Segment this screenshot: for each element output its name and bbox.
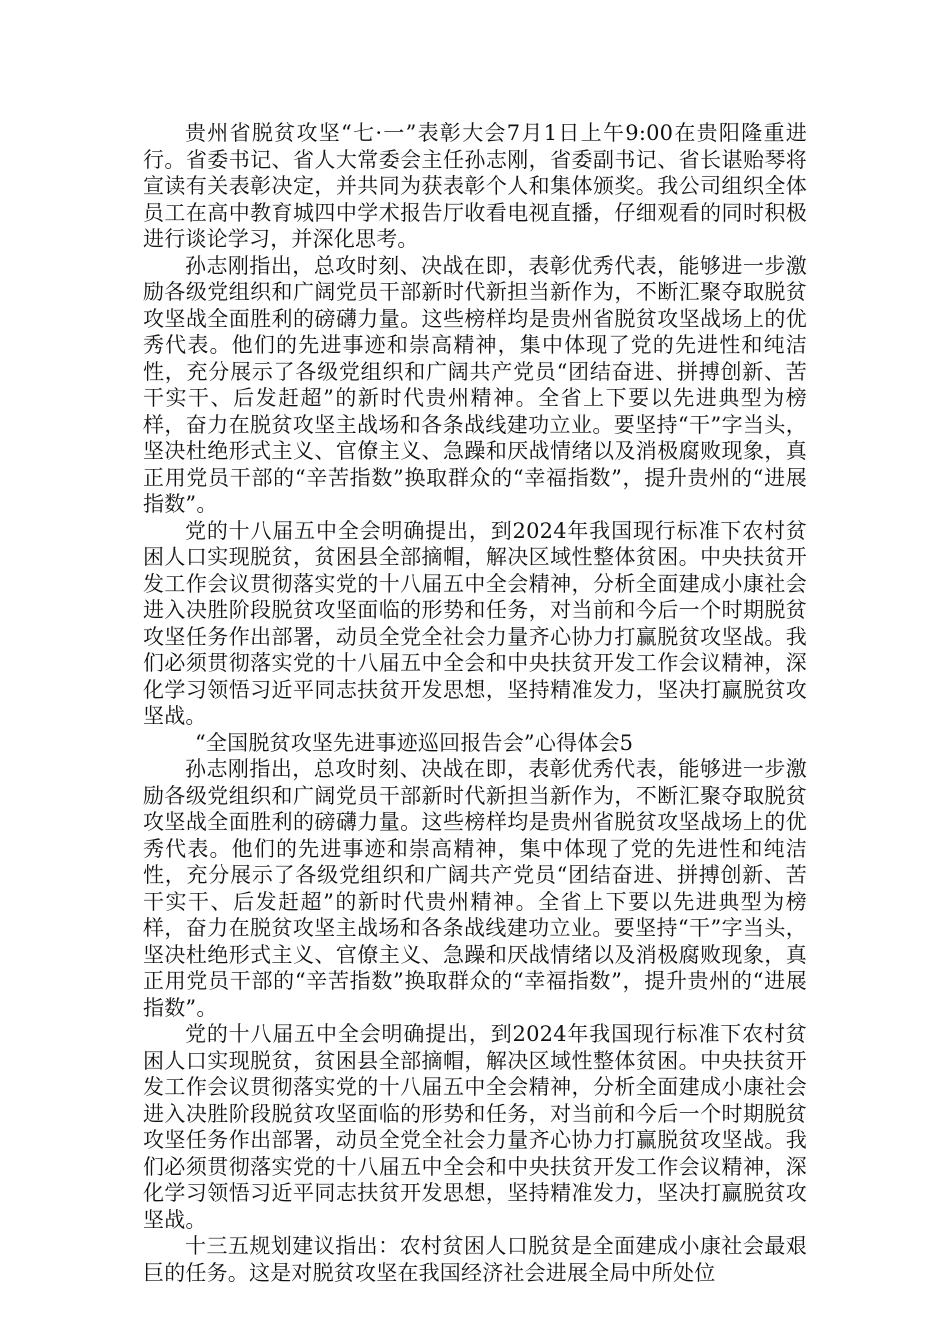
section-subtitle: “全国脱贫攻坚先进事迹巡回报告会”心得体会5 xyxy=(195,730,634,755)
paragraph-3: 党的十八届五中全会明确提出，到2024年我国现行标准下农村贫困人口实现脱贫，贫困县全部摘帽，解决区域性整体贫困。中央扶贫开发工作会议贯彻落实党的十八届五中全会精神，分析全面建成小康社会进入决胜阶段脱贫攻坚面临的形势和任务，对当前和今后一个时期脱贫攻坚任务作出部署，动员全党全社会力量齐心协力打赢脱贫攻坚战。我们必须贯彻落实党的十八届五中全会和中央扶贫开发工作会议精神，深化学习领悟习近平同志扶贫开发思想，坚持精准发力，坚决打赢脱贫攻坚战。 xyxy=(143,518,807,728)
paragraph-1: 贵州省脱贫攻坚“七·一”表彰大会7月1日上午9:00在贵阳隆重进行。省委书记、省人大常委会主任孙志刚，省委副书记、省长谌贻琴将宣读有关表彰决定，并共同为获表彰个人和集体颁奖。我公司组织全体员工在高中教育城四中学术报告厅收看电视直播，仔细观看的同时积极进行谈论学习，并深化思考。 xyxy=(143,121,807,251)
paragraph-2: 孙志刚指出，总攻时刻、决战在即，表彰优秀代表，能够进一步激励各级党组织和广阔党员干部新时代新担当新作为，不断汇聚夺取脱贫攻坚战全面胜利的磅礴力量。这些榜样均是贵州省脱贫攻坚战场上的优秀代表。他们的先进事迹和崇高精神，集中体现了党的先进性和纯洁性，充分展示了各级党组织和广阔共产党员“团结奋进、拼搏创新、苦干实干、后发赶超”的新时代贵州精神。全省上下要以先进典型为榜样，奋力在脱贫攻坚主战场和各条战线建功立业。要坚持“干”字当头，坚决杜绝形式主义、官僚主义、急躁和厌战情绪以及消极腐败现象，真正用党员干部的“辛苦指数”换取群众的“幸福指数”，提升贵州的“进展指数”。 xyxy=(143,253,807,516)
paragraph-6: 十三五规划建议指出：农村贫困人口脱贫是全面建成小康社会最艰巨的任务。这是对脱贫攻坚在我国经济社会进展全局中所处位 xyxy=(143,1234,807,1285)
paragraph-4: 孙志刚指出，总攻时刻、决战在即，表彰优秀代表，能够进一步激励各级党组织和广阔党员干部新时代新担当新作为，不断汇聚夺取脱贫攻坚战全面胜利的磅礴力量。这些榜样均是贵州省脱贫攻坚战场上的优秀代表。他们的先进事迹和崇高精神，集中体现了党的先进性和纯洁性，充分展示了各级党组织和广阔共产党员“团结奋进、拼搏创新、苦干实干、后发赶超”的新时代贵州精神。全省上下要以先进典型为榜样，奋力在脱贫攻坚主战场和各条战线建功立业。要坚持“干”字当头，坚决杜绝形式主义、官僚主义、急躁和厌战情绪以及消极腐败现象，真正用党员干部的“辛苦指数”换取群众的“幸福指数”，提升贵州的“进展指数”。 xyxy=(143,757,807,1020)
paragraph-5: 党的十八届五中全会明确提出，到2024年我国现行标准下农村贫困人口实现脱贫，贫困县全部摘帽，解决区域性整体贫困。中央扶贫开发工作会议贯彻落实党的十八届五中全会精神，分析全面建成小康社会进入决胜阶段脱贫攻坚面临的形势和任务，对当前和今后一个时期脱贫攻坚任务作出部署，动员全党全社会力量齐心协力打赢脱贫攻坚战。我们必须贯彻落实党的十八届五中全会和中央扶贫开发工作会议精神，深化学习领悟习近平同志扶贫开发思想，坚持精准发力，坚决打赢脱贫攻坚战。 xyxy=(143,1022,807,1232)
document-body xyxy=(143,120,807,1286)
